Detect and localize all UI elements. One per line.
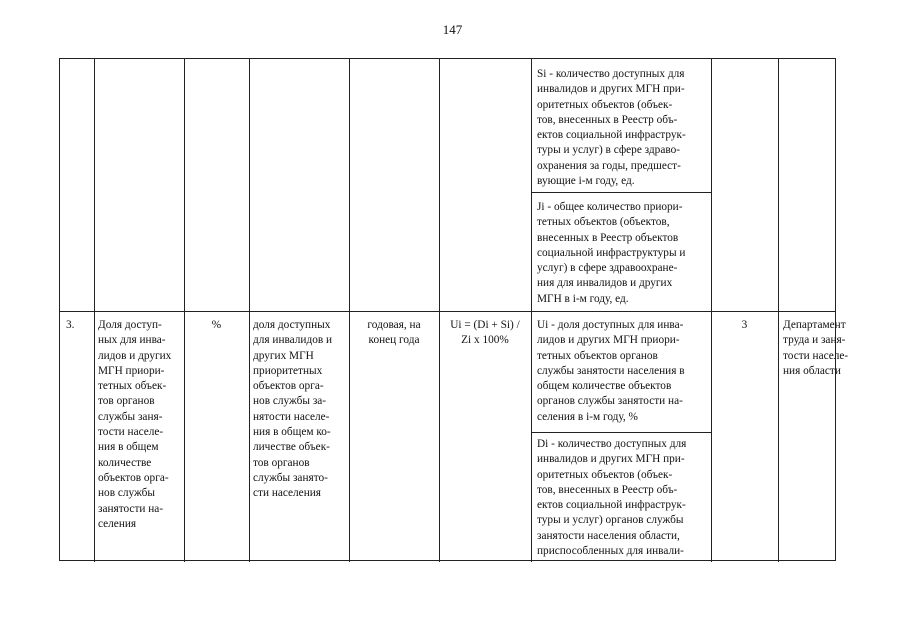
variable-cell-divider <box>531 192 711 193</box>
text-line: конец года <box>368 334 420 347</box>
text-line: личестве объек- <box>253 441 330 454</box>
text-line: службы занятости населения в <box>537 364 685 377</box>
text-line: сти населения <box>253 487 321 500</box>
text-line: вующие i-м году, ед. <box>537 175 635 188</box>
text-line: селения в i-м году, % <box>537 410 638 423</box>
text-line: лидов и других <box>98 349 172 362</box>
variable-description-si <box>537 67 686 189</box>
text-line: оритетных объектов (объек- <box>537 98 673 111</box>
text-line: туры и услуг) в сфере здраво- <box>537 144 681 157</box>
text-line: социальной инфраструктуры и <box>537 246 686 259</box>
text-line: селения <box>98 517 137 530</box>
text-line: тов, внесенных в Реестр объ- <box>537 483 678 496</box>
unit-of-measure <box>184 318 249 333</box>
text-line: Доля доступ- <box>98 319 162 331</box>
text-line: Ji - общее количество приори- <box>537 201 683 213</box>
text-line: объектов орга- <box>98 471 169 484</box>
indicator-definition <box>253 318 332 502</box>
text-line: годовая, на <box>367 319 421 331</box>
text-line: нятости населе- <box>253 410 330 423</box>
text-line: 3 <box>741 319 748 331</box>
variable-description-ji <box>537 200 685 307</box>
responsible-department <box>783 318 848 379</box>
text-line: ния в общем <box>98 441 159 454</box>
text-line: инвалидов и других МГН при- <box>537 453 685 466</box>
text-line: для инвалидов и <box>253 334 333 347</box>
text-line: ния области <box>783 364 841 377</box>
text-line: туры и услуг) органов службы <box>537 514 684 527</box>
text-line: оритетных объектов (объек- <box>537 468 673 481</box>
text-line: МГН приори- <box>98 364 165 377</box>
periodicity <box>349 318 439 349</box>
text-line: объектов орга- <box>253 380 324 393</box>
text-line: инвалидов и других МГН при- <box>537 83 685 96</box>
text-line: 3. <box>66 319 75 331</box>
text-line: занятости населения области, <box>537 529 680 542</box>
text-line: ных для инва- <box>98 334 166 347</box>
data-collection-method <box>711 318 778 333</box>
text-line: ния в общем ко- <box>253 426 331 439</box>
variable-description-di <box>537 437 686 559</box>
indicator-name <box>98 318 171 532</box>
text-line: органов службы занятости на- <box>537 395 683 408</box>
text-line: Zi x 100% <box>461 334 509 347</box>
text-line: Ui = (Di + Si) / <box>450 319 520 331</box>
calculation-formula <box>439 318 531 349</box>
text-line: тетных объектов органов <box>537 349 658 362</box>
text-line: лидов и других МГН приори- <box>537 334 680 347</box>
text-line: службы заня- <box>98 410 163 423</box>
text-line: приоритетных <box>253 364 323 377</box>
text-line: труда и заня- <box>783 334 846 347</box>
text-line: приспособленных для инвали- <box>537 545 684 558</box>
row-number <box>66 318 74 333</box>
text-line: нов службы <box>98 487 155 500</box>
text-line: тости населе- <box>98 426 164 439</box>
text-line: доля доступных <box>253 319 331 331</box>
text-line: % <box>211 319 222 331</box>
text-line: тов органов <box>253 456 310 469</box>
text-line: МГН в i-м году, ед. <box>537 292 629 305</box>
text-line: Di - количество доступных для <box>537 438 687 450</box>
text-line: Si - количество доступных для <box>537 68 685 80</box>
text-line: тости населе- <box>783 349 849 362</box>
text-line: службы занято- <box>253 471 328 484</box>
text-line: количестве <box>98 456 152 469</box>
text-line: общем количестве объектов <box>537 380 672 393</box>
variable-description-ui <box>537 318 685 425</box>
text-line: ектов социальной инфраструк- <box>537 499 686 512</box>
text-line: Ui - доля доступных для инва- <box>537 319 684 331</box>
variable-cell-divider <box>531 432 711 433</box>
text-line: ния для инвалидов и других <box>537 277 673 290</box>
text-line: охранения за годы, предшест- <box>537 159 681 172</box>
methodology-table <box>59 58 849 561</box>
text-line: тов органов <box>98 395 155 408</box>
text-line: тетных объектов (объектов, <box>537 216 670 229</box>
text-line: услуг) в сфере здравоохране- <box>537 262 678 275</box>
text-line: других МГН <box>253 349 314 362</box>
text-line: занятости на- <box>98 502 164 515</box>
page-number: 147 <box>442 22 463 37</box>
row-divider <box>60 311 836 312</box>
text-line: нов службы за- <box>253 395 327 408</box>
text-line: ектов социальной инфраструк- <box>537 129 686 142</box>
text-line: внесенных в Реестр объектов <box>537 231 679 244</box>
text-line: Департамент <box>783 319 846 331</box>
text-line: тетных объек- <box>98 380 167 393</box>
text-line: тов, внесенных в Реестр объ- <box>537 113 678 126</box>
